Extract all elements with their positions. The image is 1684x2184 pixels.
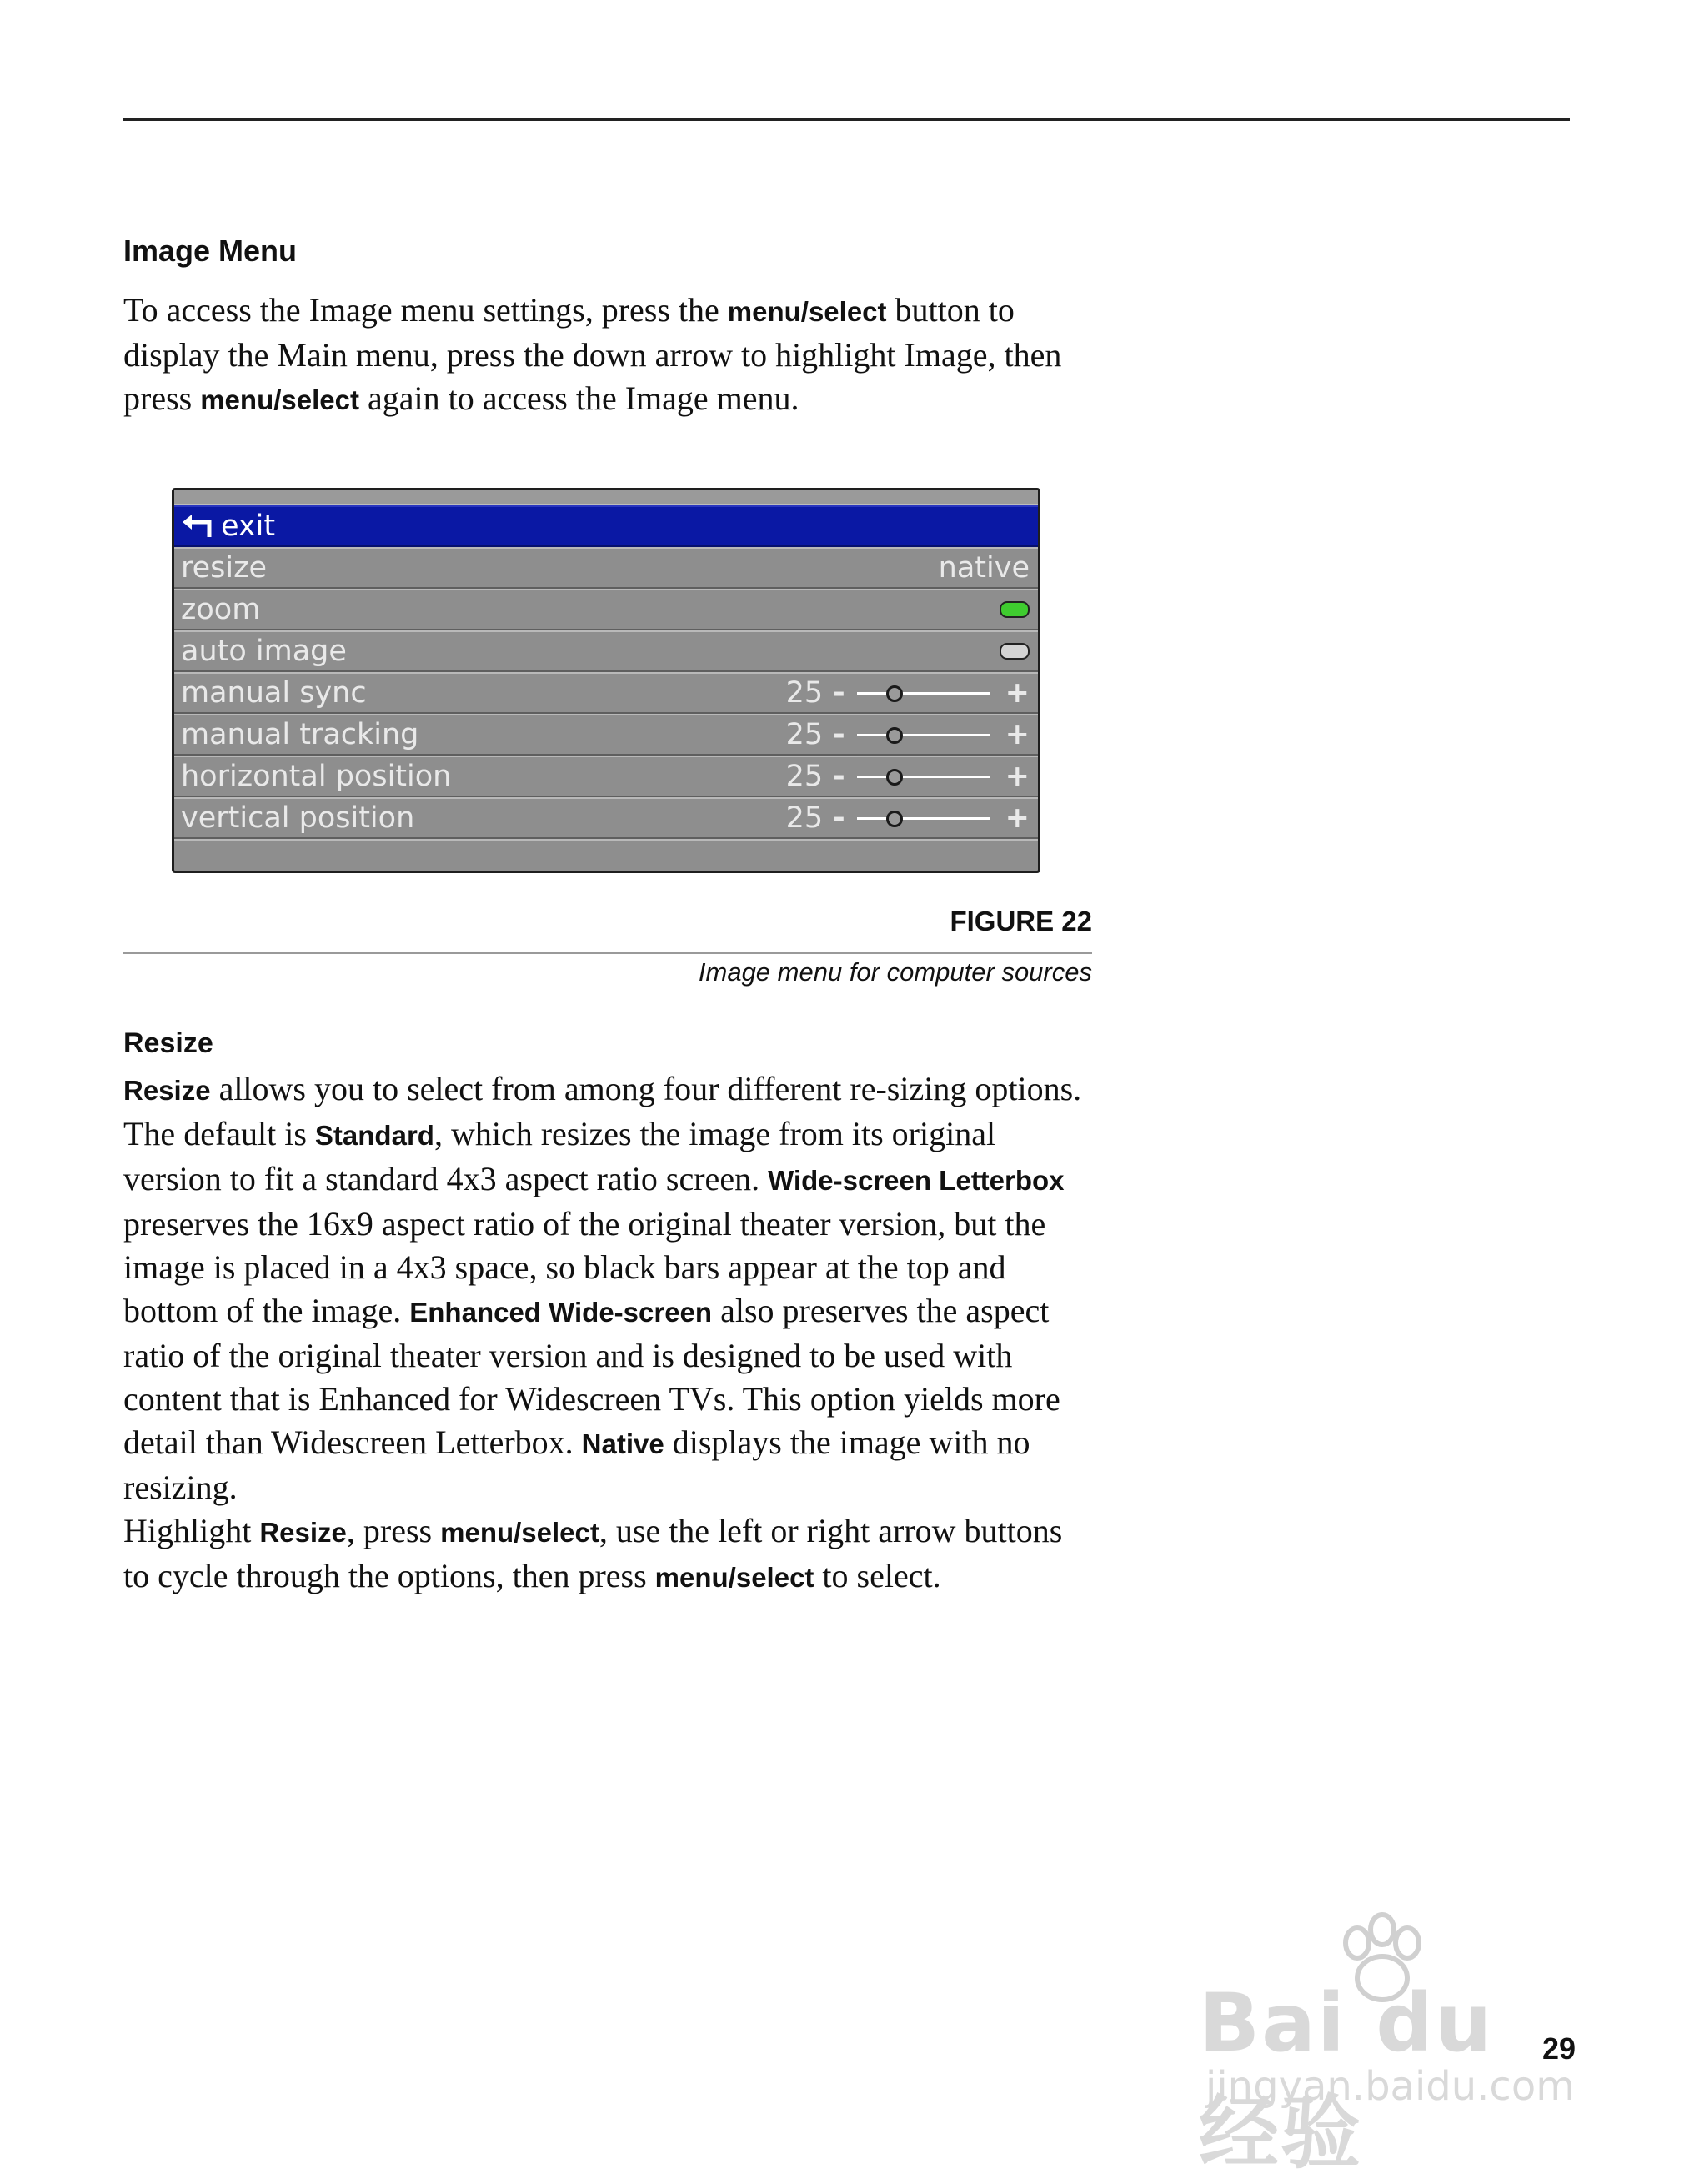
intro-keyword-menu-select-2: menu/select <box>200 384 359 415</box>
slider-plus[interactable]: + <box>1005 718 1030 751</box>
kw-menu-select: menu/select <box>440 1517 599 1548</box>
figure-label: FIGURE 22 <box>950 906 1092 936</box>
section-title: Image Menu <box>123 233 298 268</box>
watermark-url: jingyan.baidu.com <box>1205 2063 1575 2110</box>
howto-text: Highlight <box>123 1512 260 1549</box>
osd-bottom-bar <box>174 839 1038 856</box>
menu-item-auto-image[interactable] <box>174 630 1038 672</box>
watermark-brand: Bai du 经验 <box>1199 1976 1494 2180</box>
menu-item-label: resize <box>181 551 268 585</box>
slider-value: 25 <box>785 718 824 751</box>
resize-text: displays the image with no resizing. <box>123 1423 1030 1506</box>
resize-text: preserves the 16x9 aspect ratio of the original theater version, but the image is placed in a 4x3 space, so black bars appear at the top and bottom of the image. <box>123 1205 1046 1329</box>
slider-minus[interactable]: - <box>833 760 845 793</box>
resize-text: , which resizes the image from its original version to fit a standard 4x3 aspect ratio screen. <box>123 1115 996 1197</box>
manual-tracking-slider[interactable] <box>857 725 990 744</box>
header-rule <box>123 118 1570 121</box>
kw-standard: Standard <box>314 1120 434 1151</box>
slider-knob[interactable] <box>886 811 903 827</box>
menu-item-label: manual tracking <box>181 718 419 751</box>
menu-item-exit-label: exit <box>221 510 276 543</box>
manual-sync-slider[interactable] <box>857 684 990 702</box>
howto-text: , press <box>346 1512 441 1549</box>
kw-resize-2: Resize <box>259 1517 347 1548</box>
horizontal-position-slider[interactable] <box>857 767 990 786</box>
intro-paragraph <box>123 289 1082 422</box>
slider-value: 25 <box>785 676 824 710</box>
vertical-position-slider[interactable] <box>857 809 990 827</box>
slider-plus[interactable]: + <box>1005 801 1030 835</box>
menu-item-label: manual sync <box>181 676 367 710</box>
slider-minus[interactable]: - <box>833 801 845 835</box>
slider-minus[interactable]: - <box>833 676 845 710</box>
intro-text-3: again to access the Image menu. <box>358 379 799 417</box>
slider-minus[interactable]: - <box>833 718 845 751</box>
zoom-toggle[interactable] <box>1000 601 1030 618</box>
auto-image-toggle[interactable] <box>1000 643 1030 660</box>
kw-enhanced-widescreen: Enhanced Wide-screen <box>409 1297 713 1328</box>
intro-text-2: button to display the Main menu, press the down arrow to highlight Image, then press <box>123 291 1062 417</box>
slider-plus[interactable]: + <box>1005 760 1030 793</box>
menu-item-horizontal-position[interactable] <box>174 756 1038 797</box>
howto-text: to select. <box>814 1557 941 1594</box>
slider-value: 25 <box>785 801 824 835</box>
image-menu-osd <box>172 488 1040 873</box>
menu-item-label: zoom <box>181 593 261 626</box>
figure-caption: Image menu for computer sources <box>698 957 1092 987</box>
menu-item-exit[interactable] <box>174 505 1038 547</box>
menu-item-label: auto image <box>181 635 347 668</box>
osd-top-bar <box>174 490 1038 505</box>
slider-knob[interactable] <box>886 769 903 786</box>
menu-item-label: vertical position <box>181 801 415 835</box>
resize-heading: Resize <box>123 1027 213 1059</box>
menu-item-zoom[interactable] <box>174 589 1038 630</box>
menu-item-label: horizontal position <box>181 760 452 793</box>
figure-rule <box>123 952 1092 954</box>
kw-native: Native <box>581 1428 664 1459</box>
kw-menu-select-2: menu/select <box>654 1562 814 1593</box>
back-arrow-icon <box>181 512 214 540</box>
menu-item-manual-tracking[interactable] <box>174 714 1038 756</box>
intro-text-1: To access the Image menu settings, press the <box>123 291 728 329</box>
slider-knob[interactable] <box>886 727 903 744</box>
kw-resize: Resize <box>123 1075 211 1106</box>
howto-text: , use the left or right arrow buttons to cycle through the options, then press <box>123 1512 1063 1594</box>
baidu-watermark <box>1190 1910 1591 2180</box>
slider-knob[interactable] <box>886 685 903 702</box>
menu-item-resize[interactable] <box>174 547 1038 589</box>
intro-keyword-menu-select: menu/select <box>727 296 887 327</box>
kw-widescreen-letterbox: Wide-screen Letterbox <box>768 1165 1065 1196</box>
slider-value: 25 <box>785 760 824 793</box>
menu-item-vertical-position[interactable] <box>174 797 1038 839</box>
resize-value: native <box>938 551 1030 585</box>
resize-text: allows you to select from among four different re-sizing options. The default is <box>123 1070 1082 1152</box>
resize-paragraph <box>123 1067 1082 1599</box>
page-number: 29 <box>1541 2031 1576 2066</box>
resize-text: also preserves the aspect ratio of the original theater version and is designed to be used with content that is Enhanced for Widescreen TVs. This option yields more detail than Widescreen Letterbox. <box>123 1292 1060 1461</box>
menu-item-manual-sync[interactable] <box>174 672 1038 714</box>
slider-plus[interactable]: + <box>1005 676 1030 710</box>
